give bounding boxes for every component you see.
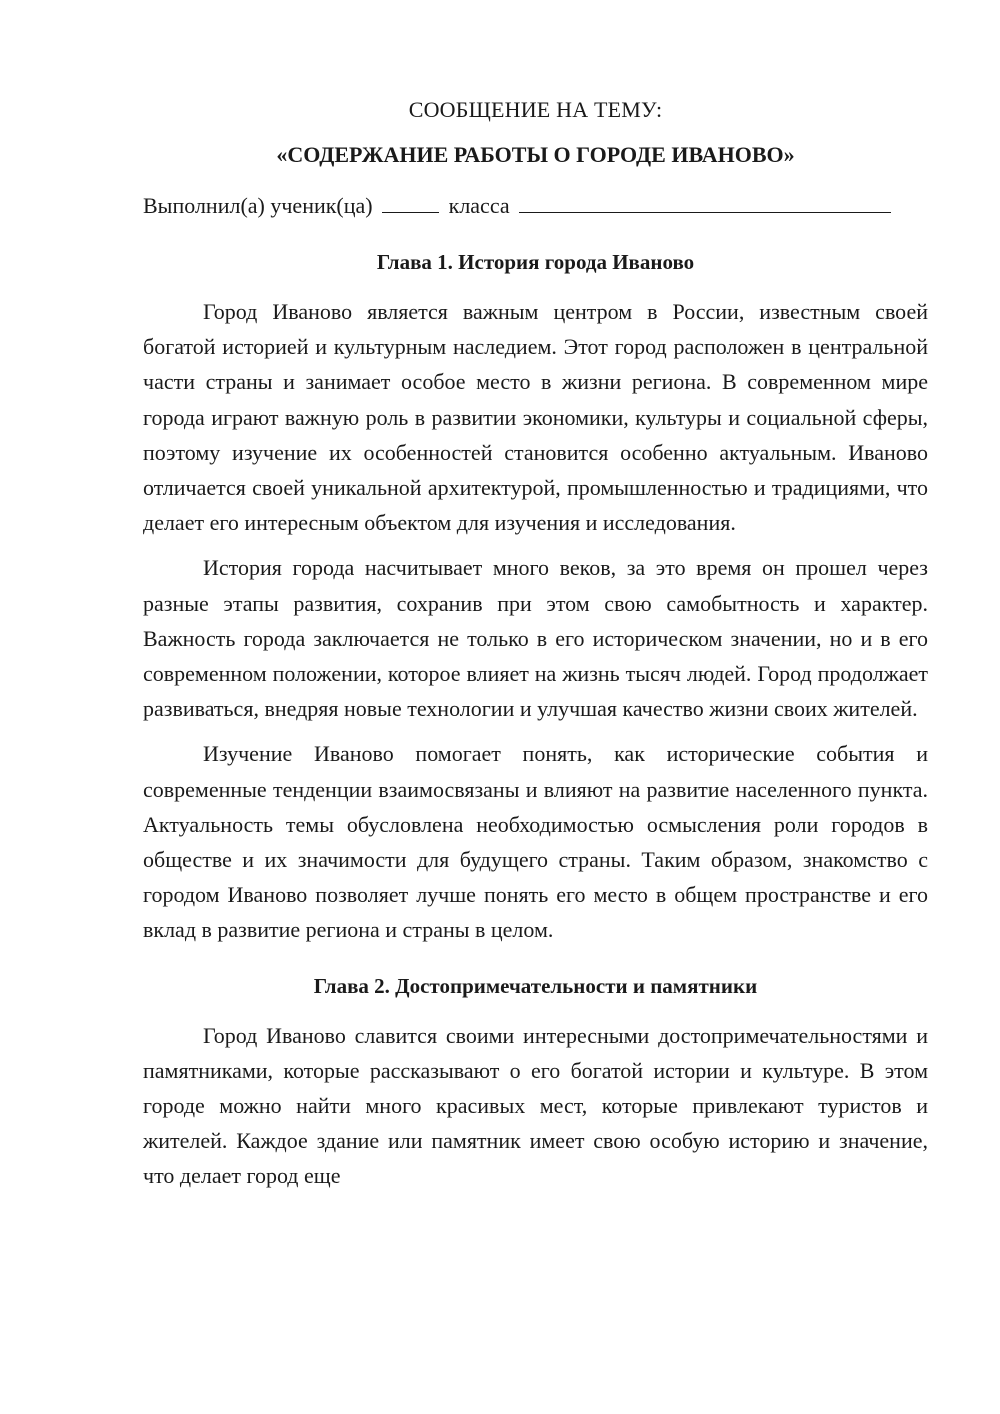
- chapter1-paragraph-3: Изучение Иваново помогает понять, как исторические события и современные тенденции взаимосвязаны и влияют на развитие населенного пункта. Актуальность темы обусловлена необходимостью осмысления роли городов в обществе и их значимости для будущего страны. Таким образом, знакомство с городом Иваново позволяет лучше понять его место в общем пространстве и его вклад в развитие региона и страны в целом.: [143, 741, 928, 943]
- student-name-blank: [519, 190, 891, 213]
- chapter2-paragraph-1: Город Иваново славится своими интересными достопримечательностями и памятниками, которые рассказывают о его богатой истории и культуре. В этом городе можно найти много красивых мест, которые привлекают туристов и жителей. Каждое здание или памятник имеет свою особую историю и значение, что делает город еще: [143, 1022, 928, 1189]
- chapter2-heading: Глава 2. Достопримечательности и памятники: [313, 973, 758, 998]
- class-number-blank: [382, 190, 439, 213]
- author-class-label: класса: [448, 193, 510, 218]
- author-line: [143, 188, 928, 224]
- author-prefix: Выполнил(а) ученик(ца): [143, 193, 373, 218]
- chapter1-heading: Глава 1. История города Иваново: [376, 250, 695, 274]
- document-page: [143, 92, 928, 1194]
- document-title-line1: СООБЩЕНИЕ НА ТЕМУ:: [408, 97, 663, 122]
- chapter1-paragraph-1: Город Иваново является важным центром в России, известным своей богатой историей и культурным наследием. Этот город расположен в центральной части страны и занимает особое место в жизни региона. В современном мире города играют важную роль в развитии экономики, культуры и социальной сферы, поэтому изучение их особенностей становится особенно актуальным. Иваново отличается своей уникальной архитектурой, промышленностью и традициями, что делает его интересным объектом для изучения и исследования.: [143, 299, 928, 536]
- chapter1-paragraph-2: История города насчитывает много веков, за это время он прошел через разные этапы развития, сохранив при этом свою самобытность и характер. Важность города заключается не только в его историческом значении, но и в его современном положении, которое влияет на жизнь тысяч людей. Город продолжает развиваться, внедряя новые технологии и улучшая качество жизни своих жителей.: [143, 555, 928, 722]
- document-title-line2: «СОДЕРЖАНИЕ РАБОТЫ О ГОРОДЕ ИВАНОВО»: [276, 142, 795, 167]
